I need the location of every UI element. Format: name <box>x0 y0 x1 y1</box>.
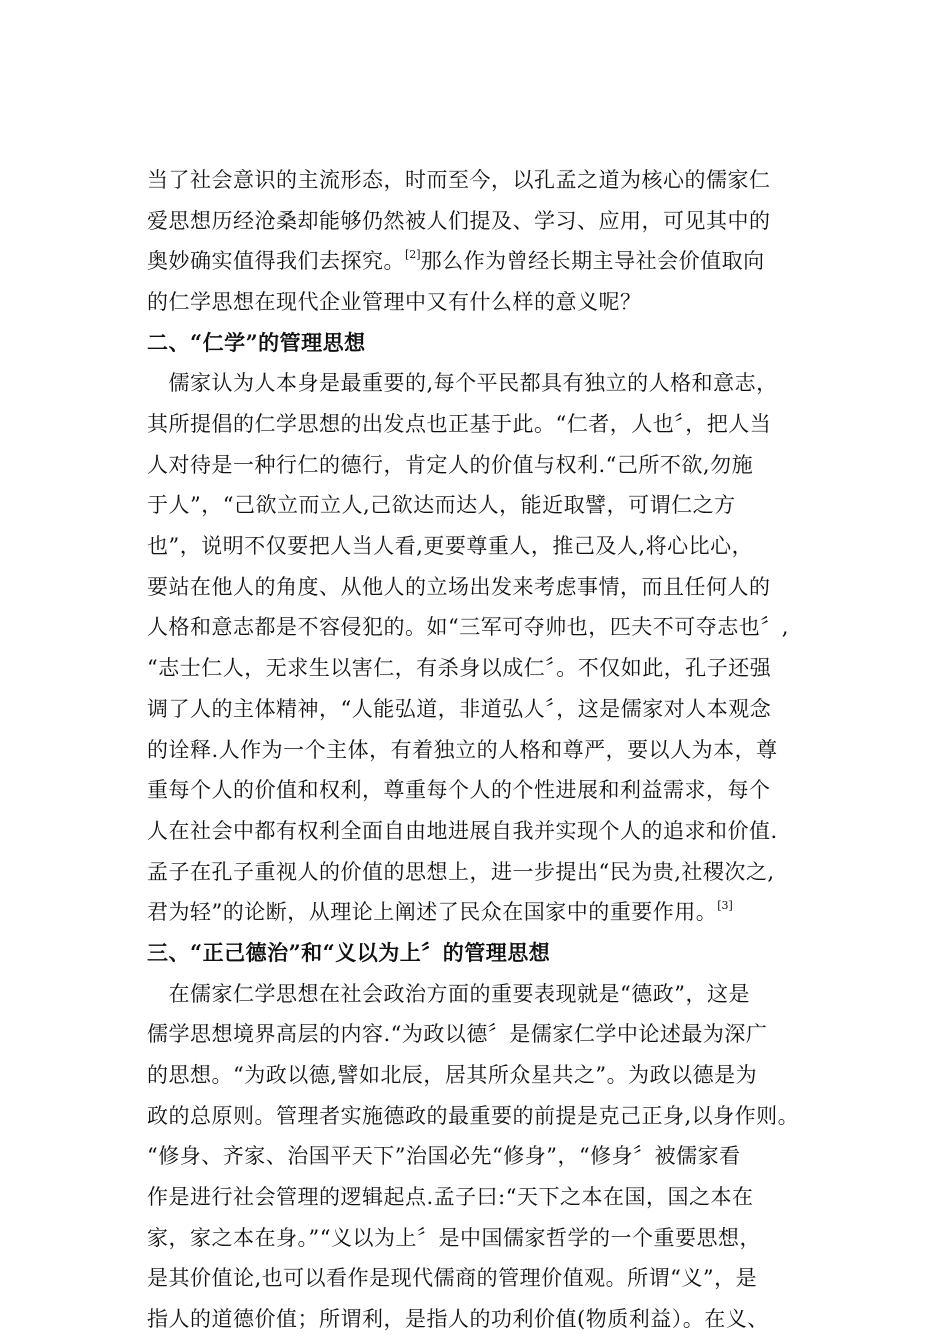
body-text-line: 家，家之本在身。”“义以为上〞是中国儒家哲学的一个重要思想， <box>147 1226 761 1250</box>
section-heading: 三、“正己德治”和“义以为上〞的管理思想 <box>147 940 551 965</box>
body-text-line <box>147 246 765 276</box>
body-text-line: 人格和意志都是不容侵犯的。如“三军可夺帅也，匹夫不可夺志也〞, <box>147 615 789 639</box>
body-text-line: 调了人的主体精神，“人能弘道，非道弘人〞，这是儒家对人本观念 <box>147 697 772 721</box>
body-text-line: 人对待是一种行仁的德行，肯定人的价值与权利.“己所不欲,勿施 <box>147 453 754 477</box>
body-text-line: 指人的道德价值；所谓利，是指人的功利价值(物质利益）。在义、 <box>147 1307 769 1331</box>
body-text-line: 人在社会中都有权利全面自由地进展自我并实现个人的追求和价值. <box>147 819 778 843</box>
body-text-line <box>147 897 733 927</box>
body-text-line: 儒家认为人本身是最重要的,每个平民都具有独立的人格和意志， <box>147 371 778 395</box>
body-text-fragment: 那么作为曾经长期主导社会价值取向 <box>420 249 765 273</box>
body-text-line: 要站在他人的角度、从他人的立场出发来考虑事情，而且任何人的 <box>147 575 771 599</box>
body-text-line: 于人”，“己欲立而立人,己欲达而达人，能近取譬，可谓仁之方 <box>147 493 736 517</box>
body-text-line: 作是进行社会管理的逻辑起点.孟子曰:“天下之本在国，国之本在 <box>147 1185 754 1209</box>
body-text-line: 的思想。“为政以德,譬如北辰，居其所众星共之”。为政以德是为 <box>147 1063 758 1087</box>
citation-marker: [3] <box>717 899 733 912</box>
body-text-fragment: 奥妙确实值得我们去探究。 <box>147 249 405 273</box>
body-text-line: 也”，说明不仅要把人当人看,更要尊重人，推己及人,将心比心， <box>147 534 754 558</box>
body-text-line: 是其价值论,也可以看作是现代儒商的管理价值观。所谓“义”，是 <box>147 1266 758 1290</box>
body-text-line: “修身、齐家、治国平天下”治国必先“修身”，“修身〞被儒家看 <box>147 1144 741 1168</box>
body-text-line: 儒学思想境界高层的内容.“为政以德〞是儒家仁学中论述最为深广 <box>147 1022 768 1046</box>
citation-marker: [2] <box>405 248 421 261</box>
body-text-line: 的仁学思想在现代企业管理中又有什么样的意义呢？ <box>147 290 642 314</box>
body-text-line: 孟子在孔子重视人的价值的思想上，进一步提出“民为贵,社稷次之, <box>147 860 775 884</box>
body-text-line: 在儒家仁学思想在社会政治方面的重要表现就是“德政”，这是 <box>147 982 750 1006</box>
body-text-line: 爱思想历经沧桑却能够仍然被人们提及、学习、应用，可见其中的 <box>147 209 771 233</box>
body-text-line: “志士仁人，无求生以害仁，有杀身以成仁〞。不仅如此，孔子还强 <box>147 656 772 680</box>
body-text-line: 重每个人的价值和权利，尊重每个人的个性进展和利益需求，每个 <box>147 778 771 802</box>
body-text-fragment: 君为轻”的论断，从理论上阐述了民众在国家中的重要作用。 <box>147 900 718 924</box>
body-text-line: 政的总原则。管理者实施德政的最重要的前提是克己正身,以身作则。 <box>147 1104 800 1128</box>
section-heading: 二、“仁学”的管理思想 <box>147 330 366 355</box>
body-text-line: 的诠释.人作为一个主体，有着独立的人格和尊严，要以人为本，尊 <box>147 738 778 762</box>
body-text-line: 当了社会意识的主流形态，时而至今，以孔孟之道为核心的儒家仁 <box>147 168 771 192</box>
body-text-line: 其所提倡的仁学思想的出发点也正基于此。“仁者，人也〞，把人当 <box>147 412 772 436</box>
